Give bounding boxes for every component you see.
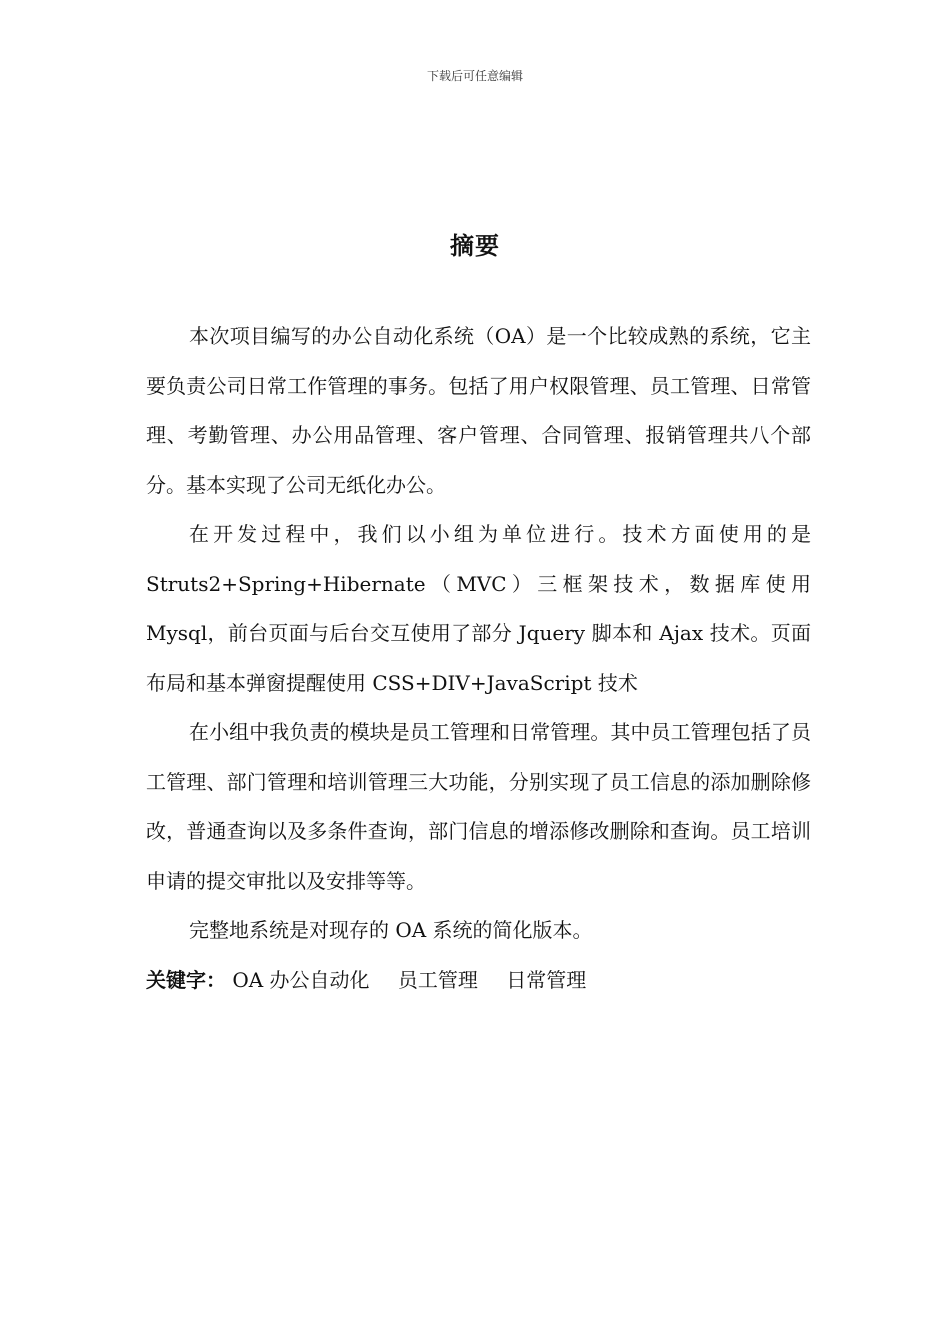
paragraph-2: 在开发过程中，我们以小组为单位进行。技术方面使用的是 Struts2+Spring+Hibernate（MVC）三框架技术，数据库使用 Mysql，前台页面与后台交互使用了部分 Jquery 脚本和 Ajax 技术。页面布局和基本弹窗提醒使用 CSS+DIV+JavaScript 技术 <box>146 522 811 695</box>
paragraph-1: 本次项目编写的办公自动化系统（OA）是一个比较成熟的系统，它主要负责公司日常工作管理的事务。包括了用户权限管理、员工管理、日常管理、考勤管理、办公用品管理、客户管理、合同管理、报销管理共八个部分。基本实现了公司无纸化办公。 <box>146 324 811 497</box>
page-title: 摘要 <box>450 232 500 260</box>
keywords-line <box>146 956 811 1006</box>
paragraph-3: 在小组中我负责的模块是员工管理和日常管理。其中员工管理包括了员工管理、部门管理和培训管理三大功能，分别实现了员工信息的添加删除修改，普通查询以及多条件查询，部门信息的增添修改删除和查询。员工培训申请的提交审批以及安排等等。 <box>146 720 811 893</box>
keyword-item: OA 办公自动化 <box>232 967 370 992</box>
keyword-item: 日常管理 <box>506 967 587 992</box>
paragraph-4: 完整地系统是对现存的 OA 系统的简化版本。 <box>189 918 593 942</box>
header-note: 下载后可任意编辑 <box>426 69 523 83</box>
keywords-label: 关键字： <box>146 967 226 992</box>
keyword-item: 员工管理 <box>397 967 478 992</box>
abstract-body <box>146 312 811 1005</box>
